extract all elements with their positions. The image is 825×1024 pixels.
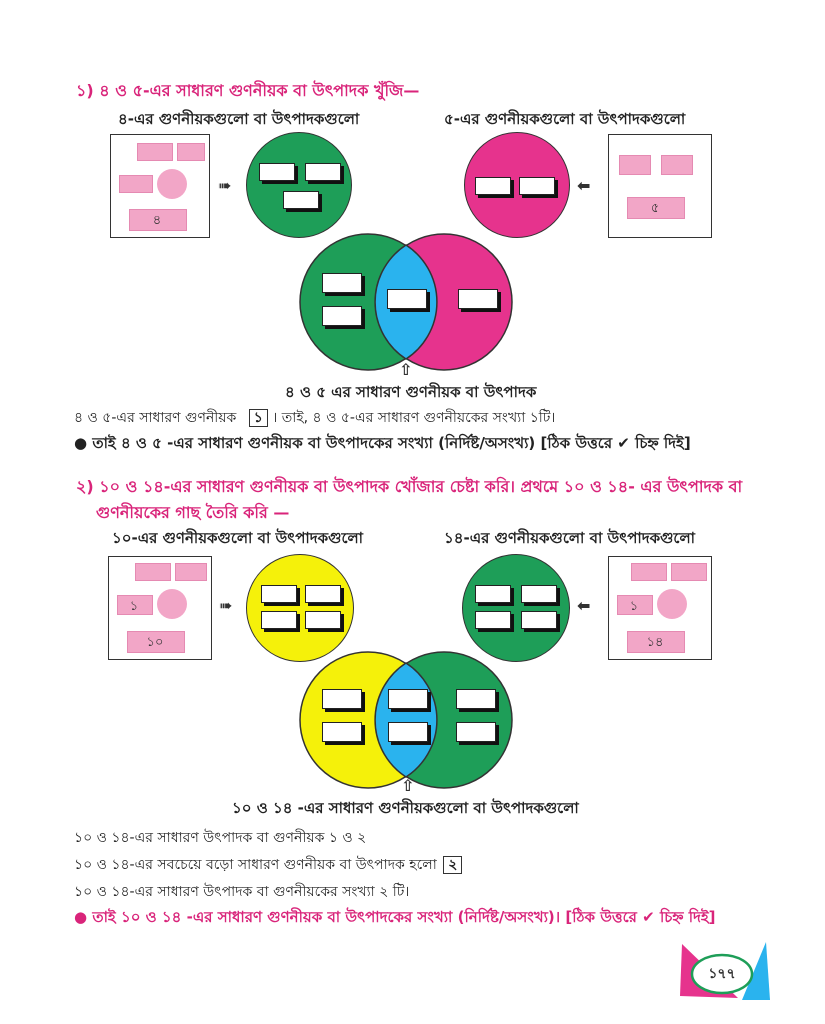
answer-box[interactable] <box>475 611 511 629</box>
answer-box[interactable] <box>322 689 362 709</box>
bullet-icon: ● <box>74 908 88 926</box>
q1-left-arrow-icon: ➠ <box>218 176 232 195</box>
q2-right-arrow-icon: ⬅ <box>577 596 591 615</box>
answer-box[interactable] <box>305 163 341 181</box>
q1-right-arrow-icon: ⬅ <box>577 176 591 195</box>
q1-up-arrow-icon: ⇧ <box>399 360 413 379</box>
q1-green-circle <box>246 132 352 238</box>
q2-line3: ১০ ও ১৪-এর সাধারণ উৎপাদক বা গুণনীয়কের সংখ্যা ২ টি। <box>74 884 410 900</box>
q1-left-label: ৪-এর গুণনীয়কগুলো বা উৎপাদকগুলো <box>118 110 360 128</box>
q2-venn-caption: ১০ ও ১৪ -এর সাধারণ গুণনীয়কগুলো বা উৎপাদকগুলো <box>232 799 579 817</box>
q1-bullet-text: তাই ৪ ও ৫ -এর সাধারণ গুণনীয়ক বা উৎপাদকের সংখ্যা (নির্দিষ্ট/অসংখ্য) [ঠিক উত্তরে ✔ চিহ্ন দিই] <box>92 434 691 452</box>
answer-box[interactable] <box>387 289 427 309</box>
q1-bullet-line <box>74 432 691 457</box>
answer-box[interactable] <box>305 585 341 603</box>
q2-line2-answer-box[interactable]: ২ <box>443 856 462 874</box>
q2-up-arrow-icon: ⇧ <box>401 776 415 795</box>
q2-left-factor-tree <box>108 556 212 660</box>
answer-box[interactable] <box>456 689 496 709</box>
q2-venn-diagram <box>298 650 516 790</box>
q2-right-factor-tree <box>608 556 712 660</box>
q1-line1-text-a: ৪ ও ৫-এর সাধারণ গুণনীয়ক <box>74 410 237 426</box>
answer-box[interactable] <box>388 689 428 709</box>
page-number: ১৭৭ <box>708 966 736 982</box>
answer-box[interactable] <box>322 306 362 326</box>
q1-heading: ১) ৪ ও ৫-এর সাধারণ গুণনীয়ক বা উৎপাদক খুঁজি— <box>76 81 420 100</box>
q1-left-tree-number: ৪ <box>152 213 162 228</box>
q2-left-arrow-icon: ➠ <box>219 596 233 615</box>
q2-left-label: ১০-এর গুণনীয়কগুলো বা উৎপাদকগুলো <box>112 529 364 547</box>
answer-box[interactable] <box>283 191 319 209</box>
bullet-icon: ● <box>74 434 88 452</box>
q1-right-factor-tree <box>608 134 712 238</box>
q2-heading-line2: গুণনীয়কের গাছ তৈরি করি — <box>96 503 290 522</box>
q2-left-tree-number: ১০ <box>146 635 164 650</box>
q1-left-factor-tree <box>110 134 210 238</box>
answer-box[interactable] <box>322 273 362 293</box>
q2-yellow-circle <box>246 554 354 662</box>
q2-right-tree-number: ১৪ <box>646 635 664 650</box>
q1-venn-caption: ৪ ও ৫ এর সাধারণ গুণনীয়ক বা উৎপাদক <box>285 383 537 401</box>
answer-box[interactable] <box>521 611 557 629</box>
q1-right-label: ৫-এর গুণনীয়কগুলো বা উৎপাদকগুলো <box>444 110 686 128</box>
answer-box[interactable] <box>456 722 496 742</box>
q2-line2-text: ১০ ও ১৪-এর সবচেয়ে বড়ো সাধারণ গুণনীয়ক বা উৎপাদক হলো <box>74 857 437 873</box>
q1-magenta-circle <box>464 132 570 238</box>
answer-box[interactable] <box>475 585 511 603</box>
q1-line1-answer-box[interactable]: ১ <box>249 409 268 427</box>
answer-box[interactable] <box>458 289 498 309</box>
answer-box[interactable] <box>475 177 511 195</box>
q1-line1-text-b: । তাই, ৪ ও ৫-এর সাধারণ গুণনীয়কের সংখ্যা ১টি। <box>272 410 556 426</box>
answer-box[interactable] <box>261 611 297 629</box>
q1-answer-line <box>74 406 555 430</box>
q2-right-tree-small: ১ <box>629 599 639 614</box>
q1-right-tree-number: ৫ <box>650 201 660 216</box>
answer-box[interactable] <box>388 722 428 742</box>
answer-box[interactable] <box>259 163 295 181</box>
q2-green-circle <box>462 554 570 662</box>
answer-box[interactable] <box>261 585 297 603</box>
q2-left-tree-small: ১ <box>129 599 139 614</box>
q2-line1: ১০ ও ১৪-এর সাধারণ উৎপাদক বা গুণনীয়ক ১ ও ২ <box>74 830 367 846</box>
answer-box[interactable] <box>322 722 362 742</box>
answer-box[interactable] <box>519 177 555 195</box>
q2-right-label: ১৪-এর গুণনীয়কগুলো বা উৎপাদকগুলো <box>444 529 695 547</box>
answer-box[interactable] <box>305 611 341 629</box>
q2-bullet-text: তাই ১০ ও ১৪ -এর সাধারণ গুণনীয়ক বা উৎপাদকের সংখ্যা (নির্দিষ্ট/অসংখ্য)। [ঠিক উত্তরে ✔ চিহ্ন দিই] <box>92 908 716 926</box>
answer-box[interactable] <box>521 585 557 603</box>
q2-heading-line1: ২) ১০ ও ১৪-এর সাধারণ গুণনীয়ক বা উৎপাদক খোঁজার চেষ্টা করি। প্রথমে ১০ ও ১৪- এর উৎপাদক বা <box>76 477 743 496</box>
q2-line2 <box>74 853 462 877</box>
q2-bullet-line <box>74 906 716 931</box>
